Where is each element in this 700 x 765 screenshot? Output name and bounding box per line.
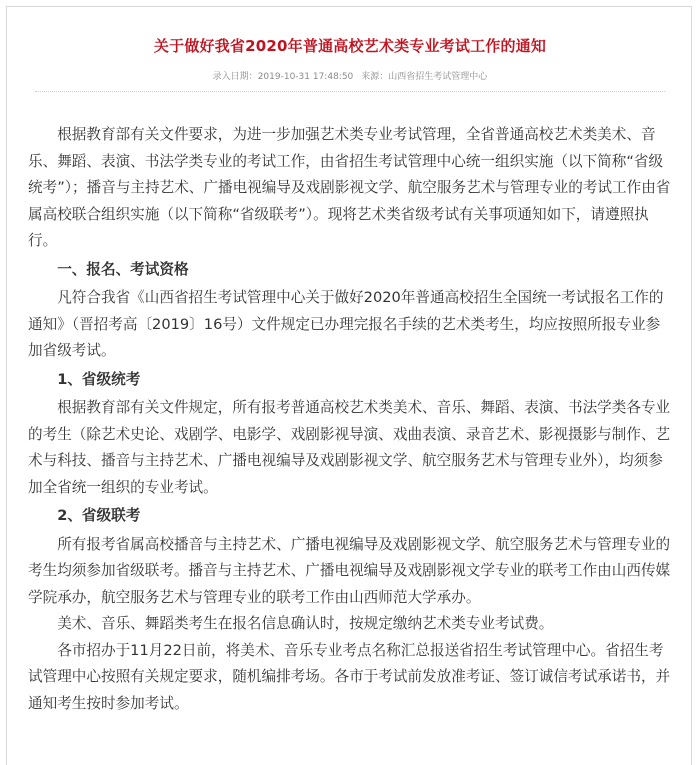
paragraph-exam-fee: 美术、音乐、舞蹈类考生在报名信息确认时，按规定缴纳艺术类专业考试费。 — [57, 615, 554, 632]
subheading-provincial-unified-exam: 1、省级统考 — [57, 370, 141, 388]
entry-date-value: 2019-10-31 17:48:50 — [257, 72, 354, 82]
subheading-provincial-joint-exam: 2、省级联考 — [57, 507, 141, 524]
section-heading-registration: 一、报名、考试资格 — [57, 260, 189, 278]
paragraph-unified-exam: 根据教育部有关文件规定，所有报考普通高校艺术类美术、音乐、舞蹈、表演、书法学类各专业的考生（除艺术史论、戏剧学、电影学、戏剧影视导演、戏曲表演、录音艺术、影视摄影与制作、艺术与科技、播音与主持艺术、广播电视编导及戏剧影视文学、航空服务艺术与管理专业外），均须参加全省统一组织的专业考试。 — [28, 399, 671, 496]
meta-divider — [35, 91, 665, 92]
source-label: 来源： — [361, 72, 389, 82]
article-title: 关于做好我省2020年普通高校艺术类专业考试工作的通知 — [153, 37, 547, 55]
entry-date-label: 录入日期： — [212, 72, 258, 82]
paragraph-eligibility: 凡符合我省《山西省招生考试管理中心关于做好2020年普通高校招生全国统一考试报名工作的通知》（晋招考高〔2019〕16号）文件规定已办理完报名手续的艺术类考生，均应按照所报专业参加省级考试。 — [28, 289, 664, 359]
source-value: 山西省招生考试管理中心 — [388, 72, 488, 82]
paragraph-exam-sites: 各市招办于11月22日前，将美术、音乐专业考点名称汇总报送省招生考试管理中心。省招生考试管理中心按照有关规定要求，随机编排考场。各市于考试前发放准考证、签订诚信考试承诺书，并通知考生按时参加考试。 — [28, 641, 671, 712]
paragraph-joint-exam: 所有报考省属高校播音与主持艺术、广播电视编导及戏剧影视文学、航空服务艺术与管理专业的考生均须参加省级联考。播音与主持艺术、广播电视编导及戏剧影视文学专业的联考工作由山西传媒学院承办，航空服务艺术与管理专业的联考工作由山西师范大学承办。 — [28, 535, 671, 606]
paragraph-intro: 根据教育部有关文件要求，为进一步加强艺术类专业考试管理，全省普通高校艺术类美术、音乐、舞蹈、表演、书法学类专业的考试工作，由省招生考试管理中心统一组织实施（以下简称“省级统考”）；播音与主持艺术、广播电视编导及戏剧影视文学、航空服务艺术与管理专业的考试工作由省属高校联合组织实施（以下简称“省级联考”）。现将艺术类省级考试有关事项通知如下，请遵照执行。 — [28, 126, 671, 249]
article-meta — [0, 69, 700, 82]
article-body — [28, 122, 672, 717]
